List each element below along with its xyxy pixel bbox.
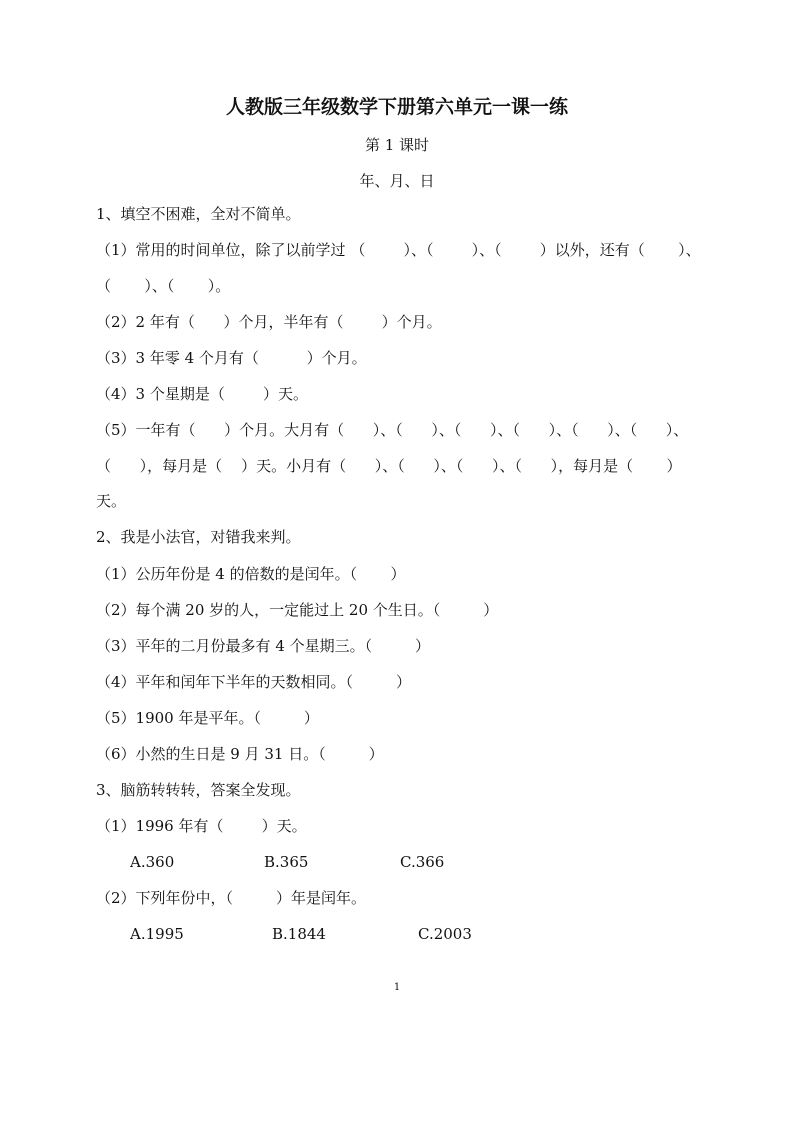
section1-q1-line1: （1）常用的时间单位，除了以前学过 （ ）、（ ）、（ ）以外，还有（ ）、 <box>96 241 701 259</box>
lesson-subtitle: 第 1 课时 <box>364 136 430 154</box>
section3-q2-option-b: B.1844 <box>272 925 326 943</box>
section2-q1: （1）公历年份是 4 的倍数的是闰年。（ ） <box>96 565 406 583</box>
section2-q3: （3）平年的二月份最多有 4 个星期三。（ ） <box>96 637 431 655</box>
section3-q1-option-a: A.360 <box>130 853 175 871</box>
section3-q2-option-a: A.1995 <box>130 925 184 943</box>
section1-q4: （4）3 个星期是（ ）天。 <box>96 385 309 403</box>
page-title: 人教版三年级数学下册第六单元一课一练 <box>225 96 568 118</box>
section3-q1-option-c: C.366 <box>400 853 445 871</box>
section2-q6: （6）小然的生日是 9 月 31 日。（ ） <box>96 745 384 763</box>
section1-q2: （2）2 年有（ ）个月，半年有（ ）个月。 <box>96 313 442 331</box>
section1-q5-line2: （ ），每月是（ ）天。小月有（ ）、（ ）、（ ）、（ ），每月是（ ） <box>96 457 682 475</box>
section2-heading: 2、我是小法官，对错我来判。 <box>96 528 301 546</box>
lesson-topic: 年、月、日 <box>359 172 435 190</box>
section2-q4: （4）平年和闰年下半年的天数相同。（ ） <box>96 673 411 691</box>
section1-q3: （3）3 年零 4 个月有（ ）个月。 <box>96 349 367 367</box>
section3-q1: （1）1996 年有（ ）天。 <box>96 817 307 835</box>
section3-q1-option-b: B.365 <box>264 853 309 871</box>
section3-heading: 3、脑筋转转转，答案全发现。 <box>96 781 301 799</box>
section3-q2-option-c: C.2003 <box>418 925 472 943</box>
page-number: 1 <box>393 982 401 993</box>
section1-q5-line3: 天。 <box>96 492 127 510</box>
section1-heading: 1、填空不困难，全对不简单。 <box>96 205 301 223</box>
section1-q5-line1: （5）一年有（ ）个月。大月有（ ）、（ ）、（ ）、（ ）、（ ）、（ ）、 <box>96 421 689 439</box>
section2-q5: （5）1900 年是平年。（ ） <box>96 709 319 727</box>
section2-q2: （2）每个满 20 岁的人，一定能过上 20 个生日。（ ） <box>96 601 499 619</box>
section1-q1-line2: （ ）、（ ）。 <box>96 277 231 295</box>
section3-q2: （2）下列年份中，（ ）年是闰年。 <box>96 889 366 907</box>
